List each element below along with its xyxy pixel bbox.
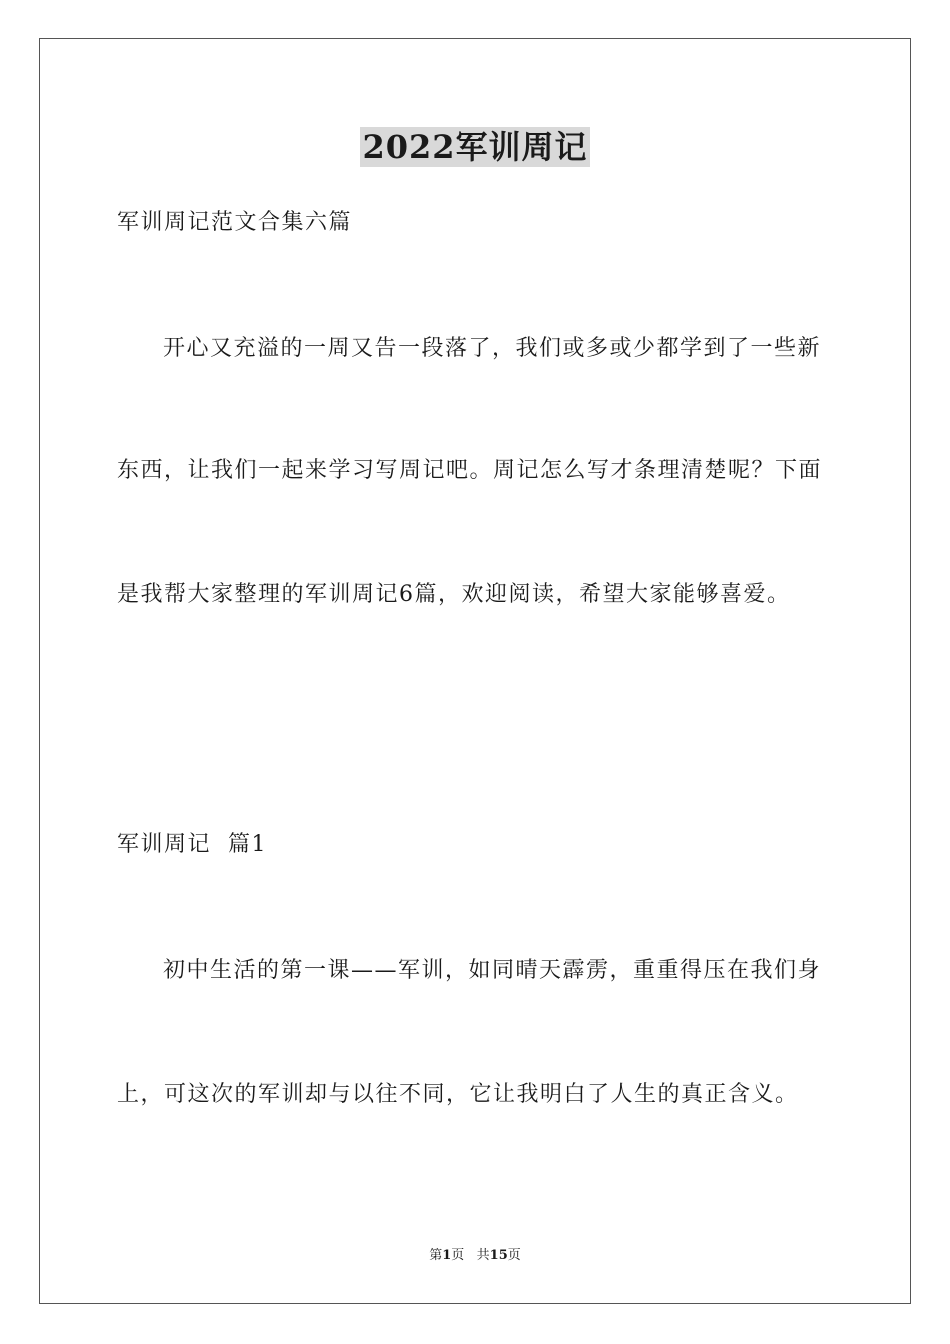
- section-line-1: 初中生活的第一课——军训，如同晴天霹雳，重重得压在我们身: [163, 958, 822, 983]
- section-line-2: 上，可这次的军训却与以往不同，它让我明白了人生的真正含义。: [117, 1082, 799, 1107]
- footer-page-suffix: 页: [507, 1248, 521, 1263]
- footer-page-total: 15: [489, 1248, 508, 1263]
- section-heading: 军训周记 篇1: [117, 832, 267, 857]
- document-subtitle: 军训周记范文合集六篇: [117, 210, 353, 235]
- page-footer: [0, 1247, 950, 1265]
- document-title: 2022军训周记: [362, 128, 588, 166]
- intro-line-3: 是我帮大家整理的军训周记6篇，欢迎阅读，希望大家能够喜爱。: [117, 582, 791, 607]
- intro-line-1: 开心又充溢的一周又告一段落了，我们或多或少都学到了一些新: [163, 336, 822, 361]
- footer-page-mid: 页 共: [451, 1248, 490, 1263]
- intro-line-2: 东西，让我们一起来学习写周记吧。周记怎么写才条理清楚呢？下面: [117, 458, 823, 483]
- footer-page-prefix: 第: [429, 1248, 443, 1263]
- title-container: [0, 127, 950, 167]
- footer-page-current: 1: [442, 1248, 452, 1263]
